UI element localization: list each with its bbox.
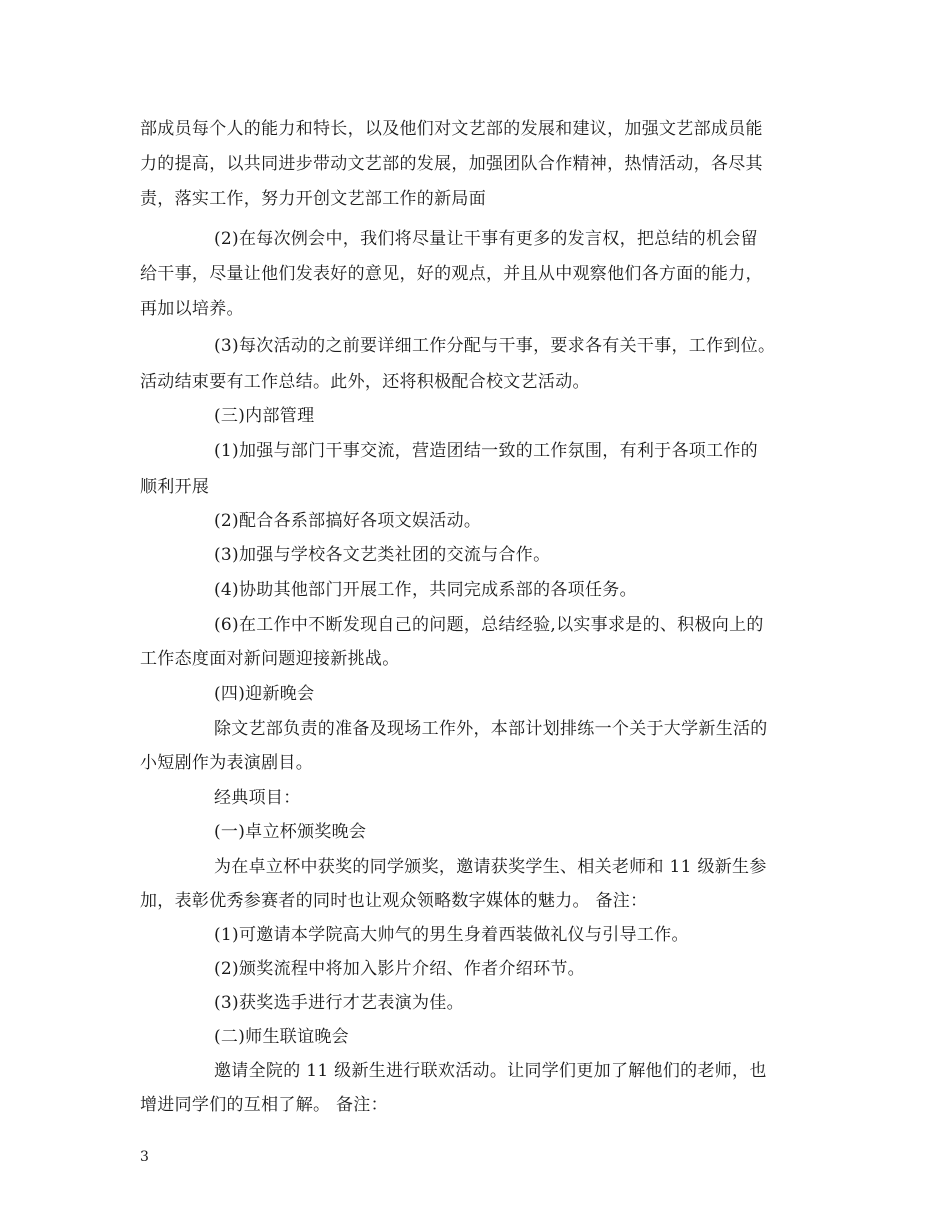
- text-line: 活动结束要有工作总结。此外，还将积极配合校文艺活动。: [140, 372, 590, 392]
- page-number: 3: [140, 1149, 149, 1165]
- text-line: 加，表彰优秀参赛者的同时也让观众领略数字媒体的魅力。 备注：: [140, 891, 648, 911]
- text-line: 给干事，尽量让他们发表好的意见，好的观点，并且从中观察他们各方面的能力，: [140, 264, 763, 284]
- text-line: (1)加强与部门干事交流，营造团结一致的工作氛围，有利于各项工作的: [214, 441, 758, 461]
- text-line: (4)协助其他部门开展工作，共同完成系部的各项任务。: [214, 580, 637, 600]
- text-line: (3)每次活动的之前要详细工作分配与干事，要求各有关干事，工作到位。: [214, 336, 776, 356]
- text-line: (2)颁奖流程中将加入影片介绍、作者介绍环节。: [214, 959, 585, 979]
- text-line: 增进同学们的互相了解。 备注：: [140, 1095, 388, 1115]
- text-line: (1)可邀请本学院高大帅气的男生身着西装做礼仪与引导工作。: [214, 925, 689, 945]
- text-line: 再加以培养。: [140, 299, 244, 319]
- text-line: 责，落实工作，努力开创文艺部工作的新局面: [140, 189, 486, 209]
- section-heading: (四)迎新晚会: [214, 684, 315, 704]
- text-line: 工作态度面对新问题迎接新挑战。: [140, 649, 400, 669]
- text-line: (2)配合各系部搞好各项文娱活动。: [214, 511, 482, 531]
- section-heading: 经典项目：: [214, 788, 301, 808]
- section-heading: (二)师生联谊晚会: [214, 1027, 349, 1047]
- text-line: 部成员每个人的能力和特长，以及他们对文艺部的发展和建议，加强文艺部成员能: [140, 119, 763, 139]
- text-line: 邀请全院的 11 级新生进行联欢活动。让同学们更加了解他们的老师，也: [214, 1061, 767, 1081]
- text-line: (2)在每次例会中，我们将尽量让干事有更多的发言权，把总结的机会留: [214, 229, 758, 249]
- text-line: 除文艺部负责的准备及现场工作外，本部计划排练一个关于大学新生活的: [214, 719, 768, 739]
- text-line: 为在卓立杯中获奖的同学颁奖，邀请获奖学生、相关老师和 11 级新生参: [214, 857, 767, 877]
- text-line: 小短剧作为表演剧目。: [140, 753, 313, 773]
- text-line: (3)加强与学校各文艺类社团的交流与合作。: [214, 545, 551, 565]
- text-line: (6)在工作中不断发现自己的问题，总结经验,以实事求是的、积极向上的: [214, 615, 764, 635]
- section-heading: (一)卓立杯颁奖晚会: [214, 822, 367, 842]
- text-line: 顺利开展: [140, 477, 210, 497]
- text-line: (3)获奖选手进行才艺表演为佳。: [214, 993, 464, 1013]
- section-heading: (三)内部管理: [214, 406, 315, 426]
- text-line: 力的提高，以共同进步带动文艺部的发展，加强团队合作精神，热情活动，各尽其: [140, 154, 763, 174]
